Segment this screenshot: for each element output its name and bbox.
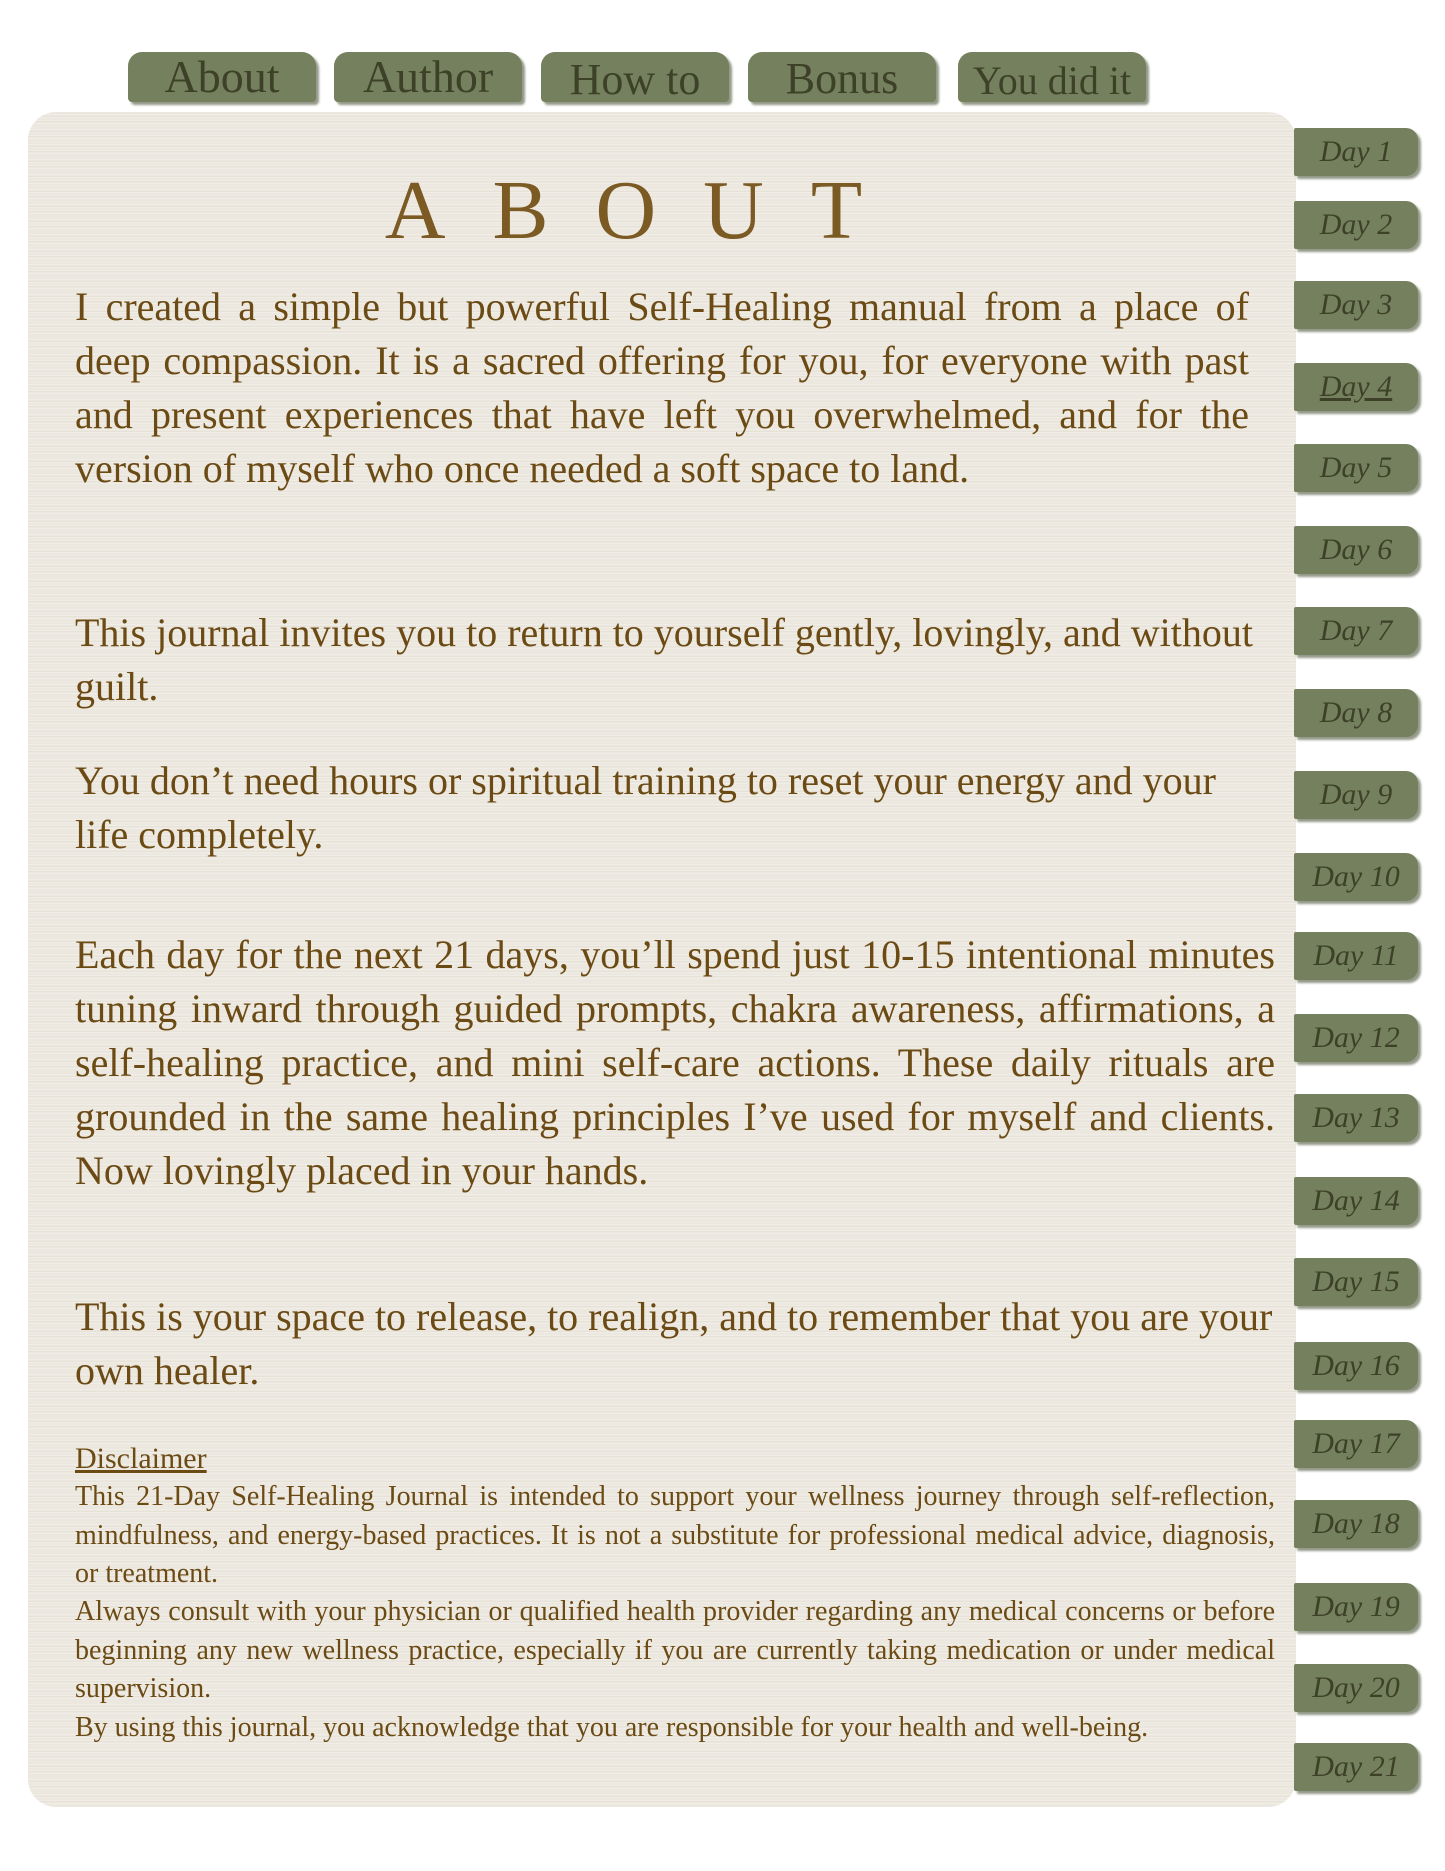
top-tab-bar [0, 52, 1200, 106]
daily-practice-paragraph: Each day for the next 21 days, you’ll spend just 10-15 intentional minutes tuning inward through guided prompts, chakra awareness, affirmations, a self-healing practice, and mini self-care actions. These daily rituals are grounded in the same healing principles I’ve used for myself and clients. Now lovingly placed in your hands. [75, 932, 1275, 1193]
day-tab-11[interactable]: Day 11 [1294, 932, 1418, 980]
reassurance-paragraph: You don’t need hours or spiritual training to reset your energy and your life completely. [75, 758, 1216, 857]
day-tab-bar [1294, 124, 1444, 1824]
page-title: ABOUT [384, 164, 910, 257]
disclaimer-paragraph: This 21-Day Self-Healing Journal is intended to support your wellness journey through self-reflection, mindfulness, and energy-based practices. It is not a substitute for professional medical advice, diagnosis, or treatment. [75, 1481, 1275, 1589]
tab-author[interactable]: Author [334, 52, 522, 102]
disclaimer-paragraph: By using this journal, you acknowledge that you are responsible for your health and well-being. [75, 1712, 1149, 1743]
day-tab-21[interactable]: Day 21 [1294, 1743, 1418, 1791]
day-tab-19[interactable]: Day 19 [1294, 1583, 1418, 1631]
day-tab-8[interactable]: Day 8 [1294, 689, 1418, 737]
day-tab-13[interactable]: Day 13 [1294, 1094, 1418, 1142]
day-tab-15[interactable]: Day 15 [1294, 1258, 1418, 1306]
day-tab-6[interactable]: Day 6 [1294, 526, 1418, 574]
tab-about[interactable]: About [128, 52, 316, 102]
day-tab-10[interactable]: Day 10 [1294, 853, 1418, 901]
disclaimer-heading: Disclaimer [75, 1442, 207, 1475]
day-tab-2[interactable]: Day 2 [1294, 201, 1418, 249]
intro-paragraph: I created a simple but powerful Self-Healing manual from a place of deep compassion. It is a sacred offering for you, for everyone with past and present experiences that have left you overwhelmed, and for the version of myself who once needed a soft space to land. [75, 284, 1249, 491]
disclaimer-paragraph: Always consult with your physician or qualified health provider regarding any medical concerns or before beginning any new wellness practice, especially if you are currently taking medication or under medical supervision. [75, 1596, 1275, 1704]
day-tab-1[interactable]: Day 1 [1294, 128, 1418, 176]
closing-paragraph: This is your space to release, to realign, and to remember that you are your own healer. [75, 1294, 1273, 1393]
day-tab-16[interactable]: Day 16 [1294, 1342, 1418, 1390]
day-tab-3[interactable]: Day 3 [1294, 281, 1418, 329]
journal-page [28, 112, 1296, 1807]
day-tab-14[interactable]: Day 14 [1294, 1177, 1418, 1225]
day-tab-4[interactable]: Day 4 [1294, 363, 1418, 411]
tab-you-did-it[interactable]: You did it [958, 52, 1146, 102]
day-tab-7[interactable]: Day 7 [1294, 607, 1418, 655]
invitation-paragraph: This journal invites you to return to yourself gently, lovingly, and without guilt. [75, 610, 1253, 709]
day-tab-18[interactable]: Day 18 [1294, 1500, 1418, 1548]
day-tab-5[interactable]: Day 5 [1294, 444, 1418, 492]
day-tab-17[interactable]: Day 17 [1294, 1420, 1418, 1468]
day-tab-9[interactable]: Day 9 [1294, 771, 1418, 819]
day-tab-12[interactable]: Day 12 [1294, 1014, 1418, 1062]
tab-bonus[interactable]: Bonus [748, 52, 936, 102]
day-tab-20[interactable]: Day 20 [1294, 1664, 1418, 1712]
tab-how-to[interactable]: How to [541, 52, 729, 102]
